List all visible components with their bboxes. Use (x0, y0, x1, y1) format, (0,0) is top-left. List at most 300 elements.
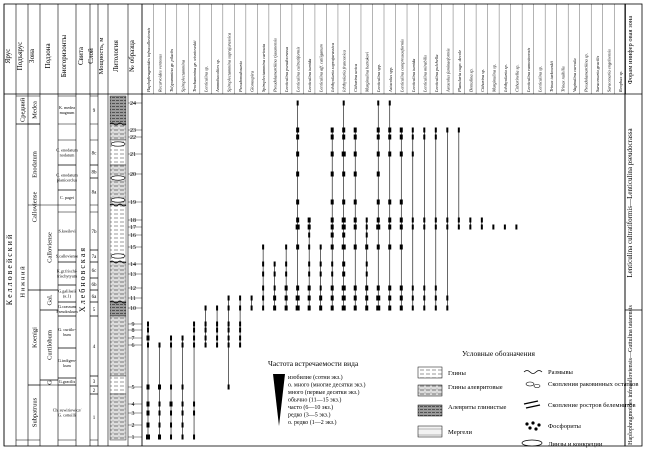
occurrence-18-21 (354, 152, 357, 157)
occurrence-20-20 (377, 172, 380, 177)
species-header-2: Tolypammina gr. pilachs (169, 48, 175, 92)
species-header-34: Lenticulina sp. (537, 65, 543, 92)
occurrence-8-9 (239, 322, 241, 327)
species-header-20: Lenticulina spp. (376, 63, 382, 92)
subzone-3 (40, 380, 58, 385)
biohorizon-label: C. enodatum (56, 172, 78, 178)
sample-number: 15 (130, 245, 136, 252)
occurrence-7-9 (228, 322, 230, 327)
occurrence-19-11 (365, 296, 368, 301)
svg-text:Глины: Глины (448, 370, 466, 377)
legend-belemnite-accumulations (524, 401, 636, 409)
species-header-41: Reophax sp. (618, 70, 623, 92)
zone-0 (28, 96, 40, 124)
biohorizon-2 (56, 165, 78, 190)
occurrence-22-10 (400, 306, 403, 311)
occurrence-5-9 (205, 322, 207, 327)
range-22 (400, 128, 403, 311)
occurrence-1-1 (158, 435, 161, 440)
species-header-36: Trinax nuibilis (560, 66, 566, 92)
occurrence-10-10 (262, 306, 264, 311)
occurrence-21-11 (388, 296, 391, 301)
subzone-label: Curtilobum (46, 330, 54, 360)
header-thickness: Мощность, м (98, 37, 105, 75)
range-0 (146, 322, 150, 440)
occurrence-12-12 (285, 286, 288, 291)
sample-number: 2 (131, 423, 135, 430)
biohorizon-label: S.calloviense (55, 253, 79, 259)
stratigraphy-columns (5, 96, 98, 440)
sample-3 (128, 411, 142, 417)
occurrence-12-14 (285, 262, 287, 267)
species-header-28: Dentalina sp. (468, 68, 474, 92)
layer-label: 8c (91, 151, 97, 157)
occurrence-6-10 (216, 306, 218, 311)
occurrence-5-6 (205, 343, 207, 348)
substage-0 (16, 96, 28, 124)
svg-text:Фосфориты: Фосфориты (548, 423, 581, 430)
zone-lower-label: Haplophragmoides infracalloviensis—Guttulina tatarensis (628, 305, 634, 445)
frequency-item-3: обычно (11—15 экз.) (288, 397, 342, 404)
lithology-unit-4 (110, 205, 126, 262)
frequency-item-1: о. много (многие десятки экз.) (288, 382, 366, 389)
sample-16 (128, 233, 142, 239)
occurrence-18-20 (354, 172, 357, 177)
zone-label: Koenigi (31, 327, 39, 348)
biohorizon-label: nodatum (59, 152, 75, 158)
occurrence-17-13 (342, 272, 345, 277)
range-13 (296, 101, 300, 311)
subzone-2 (40, 310, 58, 380)
biohorizon-label: frischytyum (56, 273, 78, 279)
lithology-unit-6 (110, 302, 126, 316)
header-biohorizons: Биогоризонты (60, 34, 68, 78)
occurrence-22-17 (400, 225, 403, 230)
species-header-32: Citharinella sp. (514, 64, 520, 92)
occurrence-10-14 (262, 262, 264, 267)
occurrence-18-17 (354, 225, 357, 230)
layer-13 (90, 394, 98, 440)
occurrence-21-19 (388, 200, 391, 205)
occurrence-27-18 (458, 218, 460, 223)
occurrence-12-11 (285, 296, 288, 301)
legend-lenses (522, 440, 603, 448)
biohorizon-5 (56, 250, 78, 262)
layer-label: 6b (91, 282, 97, 288)
legend-erosion (524, 369, 574, 376)
occurrence-25-22 (435, 135, 437, 140)
occurrence-4-7 (193, 336, 195, 341)
occurrence-18-15 (354, 245, 357, 250)
species-header-4: Trochammina gr. wisniowskii (192, 40, 198, 92)
occurrence-14-14 (308, 262, 310, 267)
occurrence-1-2 (159, 423, 161, 428)
occurrence-26-18 (446, 218, 448, 223)
species-header-35: Trinax tarkowskii (548, 61, 554, 92)
substage-1 (16, 124, 28, 440)
layer-8 (90, 290, 98, 302)
occurrence-31-17 (504, 225, 506, 230)
occurrence-16-17 (331, 225, 334, 230)
species-header-18: Citharina unica (353, 64, 359, 92)
occurrence-25-11 (435, 296, 437, 301)
legend-silts-clayey (418, 404, 507, 416)
occurrence-14-10 (308, 306, 311, 311)
svg-text:Скопление ростров белемнитов: Скопление ростров белемнитов (548, 402, 636, 409)
occurrence-17-22 (342, 135, 345, 140)
occurrence-0-2 (147, 423, 150, 428)
sample-5 (128, 385, 142, 391)
range-31 (504, 225, 506, 230)
occurrence-23-17 (412, 225, 414, 230)
occurrence-2-7 (170, 336, 172, 341)
occurrence-5-10 (205, 306, 207, 311)
frequency-legend-title: Частота встречаемости вида (268, 359, 359, 368)
occurrence-7-6 (228, 343, 230, 348)
occurrence-0-6 (147, 343, 149, 348)
occurrence-23-12 (412, 286, 414, 291)
subzone-1 (40, 290, 58, 310)
layer-label: 7a (91, 254, 97, 260)
occurrence-17-21 (342, 152, 346, 157)
layer-0 (90, 96, 98, 124)
biohorizon-7 (58, 285, 77, 302)
occurrence-19-12 (365, 286, 368, 291)
substage-label: Н и ж н и й (19, 266, 27, 298)
header-suite: Свита (77, 47, 85, 65)
range-17 (342, 101, 346, 311)
range-6 (216, 306, 218, 348)
occurrence-18-12 (354, 286, 357, 291)
occurrence-21-23 (388, 128, 391, 133)
header-subzone: Подзона (44, 43, 52, 69)
occurrence-8-11 (239, 296, 241, 301)
occurrence-17-16 (342, 233, 345, 238)
range-21 (388, 101, 391, 311)
occurrence-9-11 (251, 296, 253, 301)
occurrence-16-22 (331, 135, 334, 140)
occurrence-24-18 (423, 218, 425, 223)
layer-label: 5 (92, 307, 96, 313)
species-header-7: Spiroplectammina suprajurassica (226, 32, 232, 92)
biohorizon-1 (56, 140, 78, 165)
species-header-12: Lenticulina pseudocrassa (284, 46, 290, 92)
occurrence-3-4 (182, 402, 184, 407)
occurrence-16-16 (331, 233, 334, 238)
biohorizon-label: K.gr.frischi- (56, 268, 78, 274)
occurrence-20-19 (377, 200, 380, 205)
lens-mark-2 (111, 198, 125, 202)
occurrence-21-22 (388, 135, 391, 140)
occurrence-8-10 (239, 306, 241, 311)
occurrence-3-7 (182, 336, 184, 341)
occurrence-11-14 (274, 262, 276, 267)
species-header-17: Ichthyolaria franconica (341, 50, 347, 92)
occurrence-26-10 (446, 306, 448, 311)
frequency-item-0: изобилие (сотни экз.) (288, 375, 343, 381)
occurrence-22-11 (400, 296, 403, 301)
range-28 (469, 218, 471, 230)
sample-numbers (128, 101, 142, 441)
sample-number: 19 (130, 200, 136, 207)
occurrence-15-12 (320, 286, 322, 291)
frequency-legend (268, 359, 365, 426)
occurrence-18-19 (354, 200, 357, 205)
frequency-wedge (273, 374, 285, 426)
occurrence-6-8 (216, 328, 218, 333)
layer-7 (90, 278, 98, 290)
biohorizon-label: planicerclus (56, 177, 78, 183)
suite-label: Х л е б н о в с к а я (78, 247, 87, 313)
occurrence-27-17 (458, 225, 460, 230)
occurrence-25-10 (435, 306, 437, 311)
occurrence-25-18 (435, 218, 437, 223)
species-header-15: Lenticulina aff. catiiganum (318, 44, 324, 92)
range-2 (170, 336, 173, 440)
occurrence-28-18 (469, 218, 471, 223)
occurrence-24-10 (423, 306, 425, 311)
biohorizon-label: kum (63, 363, 71, 369)
lens-mark-1 (111, 176, 125, 180)
occurrence-6-6 (216, 343, 218, 348)
sample-8 (128, 328, 142, 334)
layer-1 (90, 140, 98, 165)
range-1 (158, 343, 161, 440)
species-header-9: Glomospira (249, 71, 255, 92)
occurrence-23-21 (412, 152, 414, 157)
sample-number: 9 (131, 322, 135, 329)
species-header-14: Lenticulina tumida (307, 58, 313, 92)
occurrence-25-12 (435, 286, 437, 291)
occurrence-16-23 (331, 128, 334, 133)
svg-text:Алевриты глинистые: Алевриты глинистые (448, 404, 507, 411)
sample-number: 17 (130, 225, 136, 232)
occurrence-12-15 (285, 245, 287, 250)
occurrence-14-15 (308, 245, 310, 250)
subzone-label: G (46, 380, 54, 385)
range-3 (182, 336, 184, 440)
occurrence-10-11 (262, 296, 264, 301)
species-header-0: Haplophragmoides infracalloviensis (146, 27, 151, 92)
occurrence-17-14 (342, 262, 345, 267)
layer-label: 2 (92, 388, 96, 394)
occurrence-2-5 (170, 385, 172, 390)
subzone-label: Gal. (46, 294, 54, 306)
range-16 (331, 128, 334, 311)
occurrence-22-18 (400, 218, 403, 223)
occurrence-16-11 (331, 296, 334, 301)
subzone-0 (40, 205, 58, 290)
range-15 (319, 245, 322, 311)
occurrence-14-12 (308, 286, 311, 291)
occurrence-5-7 (205, 336, 207, 341)
occurrence-14-13 (308, 272, 310, 277)
layer-label: 9 (92, 108, 96, 114)
biohorizon-label: G. cotteilli (58, 412, 76, 418)
sample-number: 1 (131, 435, 135, 442)
species-header-22: Lenticulina compressaeformis (399, 39, 405, 92)
zone-3 (28, 290, 40, 385)
occurrence-4-4 (193, 402, 195, 407)
occurrence-2-1 (170, 435, 172, 440)
species-header-24: Lenticulina mirabilis (422, 55, 428, 92)
occurrence-20-22 (377, 135, 380, 140)
occurrence-7-11 (228, 296, 230, 301)
occurrence-21-15 (388, 245, 391, 250)
occurrence-24-17 (423, 225, 425, 230)
layer-10 (90, 316, 98, 376)
biohorizon-6 (57, 262, 78, 285)
sample-11 (128, 296, 142, 302)
occurrence-0-1 (146, 435, 150, 440)
sample-number: 3 (131, 411, 135, 418)
occurrence-3-2 (182, 423, 184, 428)
occurrence-16-15 (331, 245, 334, 250)
occurrence-10-13 (262, 272, 264, 277)
occurrence-29-18 (481, 218, 483, 223)
occurrence-9-10 (251, 306, 253, 311)
occurrence-23-10 (412, 306, 414, 311)
legend-clays (418, 367, 466, 378)
sample-22 (128, 135, 142, 141)
sample-number: 7 (131, 336, 135, 343)
species-header-13: Lenticulina cultratiformis (295, 46, 301, 92)
zone-2 (28, 124, 40, 290)
occurrence-1-6 (159, 343, 161, 348)
legend-marls (418, 426, 473, 437)
range-20 (376, 101, 380, 311)
occurrence-30-17 (492, 225, 494, 230)
occurrence-3-5 (182, 385, 184, 390)
occurrence-23-11 (412, 296, 414, 301)
species-header-16: Ichthyolaria suprajurassica (330, 43, 336, 92)
layer-label: 6c (91, 268, 97, 274)
occurrence-16-13 (331, 272, 333, 277)
occurrence-11-13 (274, 272, 276, 277)
occurrence-16-21 (331, 152, 334, 157)
legend (418, 349, 638, 448)
header-zone: Зона (28, 49, 36, 63)
occurrence-10-12 (262, 286, 264, 291)
sample-number: 10 (130, 306, 136, 313)
range-4 (193, 322, 195, 440)
species-header-26: Astacolus faminaeformis (445, 48, 451, 92)
occurrence-4-3 (193, 411, 195, 416)
svg-text:Глины алевритовые: Глины алевритовые (448, 384, 503, 391)
occurrence-11-12 (274, 286, 276, 291)
occurrence-23-22 (412, 135, 414, 140)
range-23 (412, 128, 414, 311)
lithology-unit-9 (110, 394, 126, 440)
biohorizon-label: bum (63, 332, 71, 338)
subzone-label: Calloviense (46, 232, 54, 263)
occurrence-25-17 (435, 225, 437, 230)
layer-11 (90, 376, 98, 386)
occurrence-20-17 (376, 225, 380, 230)
layer-4 (90, 212, 98, 250)
occurrence-13-22 (296, 135, 299, 140)
occurrence-11-11 (273, 296, 276, 301)
frequency-item-4: часто (6—10 экз.) (288, 405, 334, 411)
zone-column-header: Форам инифер овая зона (627, 15, 634, 85)
occurrence-22-21 (400, 152, 403, 157)
occurrence-18-18 (354, 218, 357, 223)
occurrence-17-24 (343, 101, 345, 106)
occurrence-13-24 (297, 101, 299, 106)
legend-clays-silty (418, 384, 503, 396)
svg-text:Скопления раковинных остатков: Скопления раковинных остатков (548, 381, 639, 388)
occurrence-1-4 (159, 402, 161, 407)
biohorizon-label: C. enodatum (56, 147, 78, 153)
header-lithology: Литология (112, 40, 120, 72)
occurrence-8-8 (239, 328, 241, 333)
svg-text:Линзы и конкреции: Линзы и конкреции (548, 441, 603, 448)
occurrence-21-21 (388, 152, 391, 157)
header-substage: Подъярус (16, 41, 24, 71)
species-header-6: Ammobaculites sp. (215, 58, 221, 92)
occurrence-13-21 (296, 152, 299, 157)
zone-upper-label: Lenticulina cultratiformis—Lenticulina pseudocrassa (626, 128, 634, 278)
occurrence-24-11 (423, 296, 425, 301)
occurrence-13-17 (296, 225, 300, 230)
layer-label: 8a (91, 190, 97, 196)
occurrence-18-11 (354, 296, 357, 301)
occurrence-13-19 (296, 200, 299, 205)
occurrence-21-17 (388, 225, 391, 230)
header-stage: Ярус (4, 48, 12, 64)
occurrence-22-23 (400, 128, 403, 133)
occurrence-26-17 (446, 225, 448, 230)
species-header-1: Recurvoides ventosus (157, 54, 163, 92)
occurrence-13-10 (296, 306, 300, 311)
sample-number: 5 (131, 385, 135, 392)
occurrence-2-6 (170, 343, 172, 348)
occurrence-19-14 (366, 262, 368, 267)
svg-text:Мергели: Мергели (448, 429, 473, 436)
occurrence-16-19 (331, 200, 334, 205)
occurrence-2-2 (170, 423, 172, 428)
occurrence-15-14 (320, 262, 322, 267)
legend-title: Условные обозначения (462, 349, 535, 358)
occurrence-22-19 (400, 200, 403, 205)
occurrence-13-11 (296, 296, 300, 301)
species-header-5: Lenticulina sp. (203, 65, 209, 92)
sample-9 (128, 322, 142, 328)
occurrence-19-10 (365, 306, 368, 311)
species-header-31: Ichthyolaria sp. (502, 64, 508, 92)
frequency-item-5: редко (3—5 экз.) (288, 412, 331, 419)
occurrence-22-22 (400, 135, 403, 140)
legend-phosphorites (525, 421, 581, 430)
occurrence-19-15 (365, 245, 368, 250)
occurrence-20-18 (377, 218, 380, 223)
sample-6 (128, 343, 142, 349)
layer-label: 6a (91, 294, 97, 300)
occurrence-14-18 (308, 218, 311, 223)
sample-number: 22 (130, 135, 136, 142)
occurrence-16-14 (331, 262, 333, 267)
occurrence-17-19 (342, 200, 345, 205)
range-10 (262, 245, 264, 311)
occurrence-0-5 (147, 385, 150, 390)
occurrence-0-7 (147, 336, 150, 341)
sample-number: 23 (130, 128, 136, 135)
sample-number: 12 (130, 286, 136, 293)
occurrence-12-13 (285, 272, 287, 277)
lithology-unit-7 (110, 316, 126, 376)
occurrence-24-23 (423, 128, 425, 133)
range-18 (354, 128, 357, 311)
